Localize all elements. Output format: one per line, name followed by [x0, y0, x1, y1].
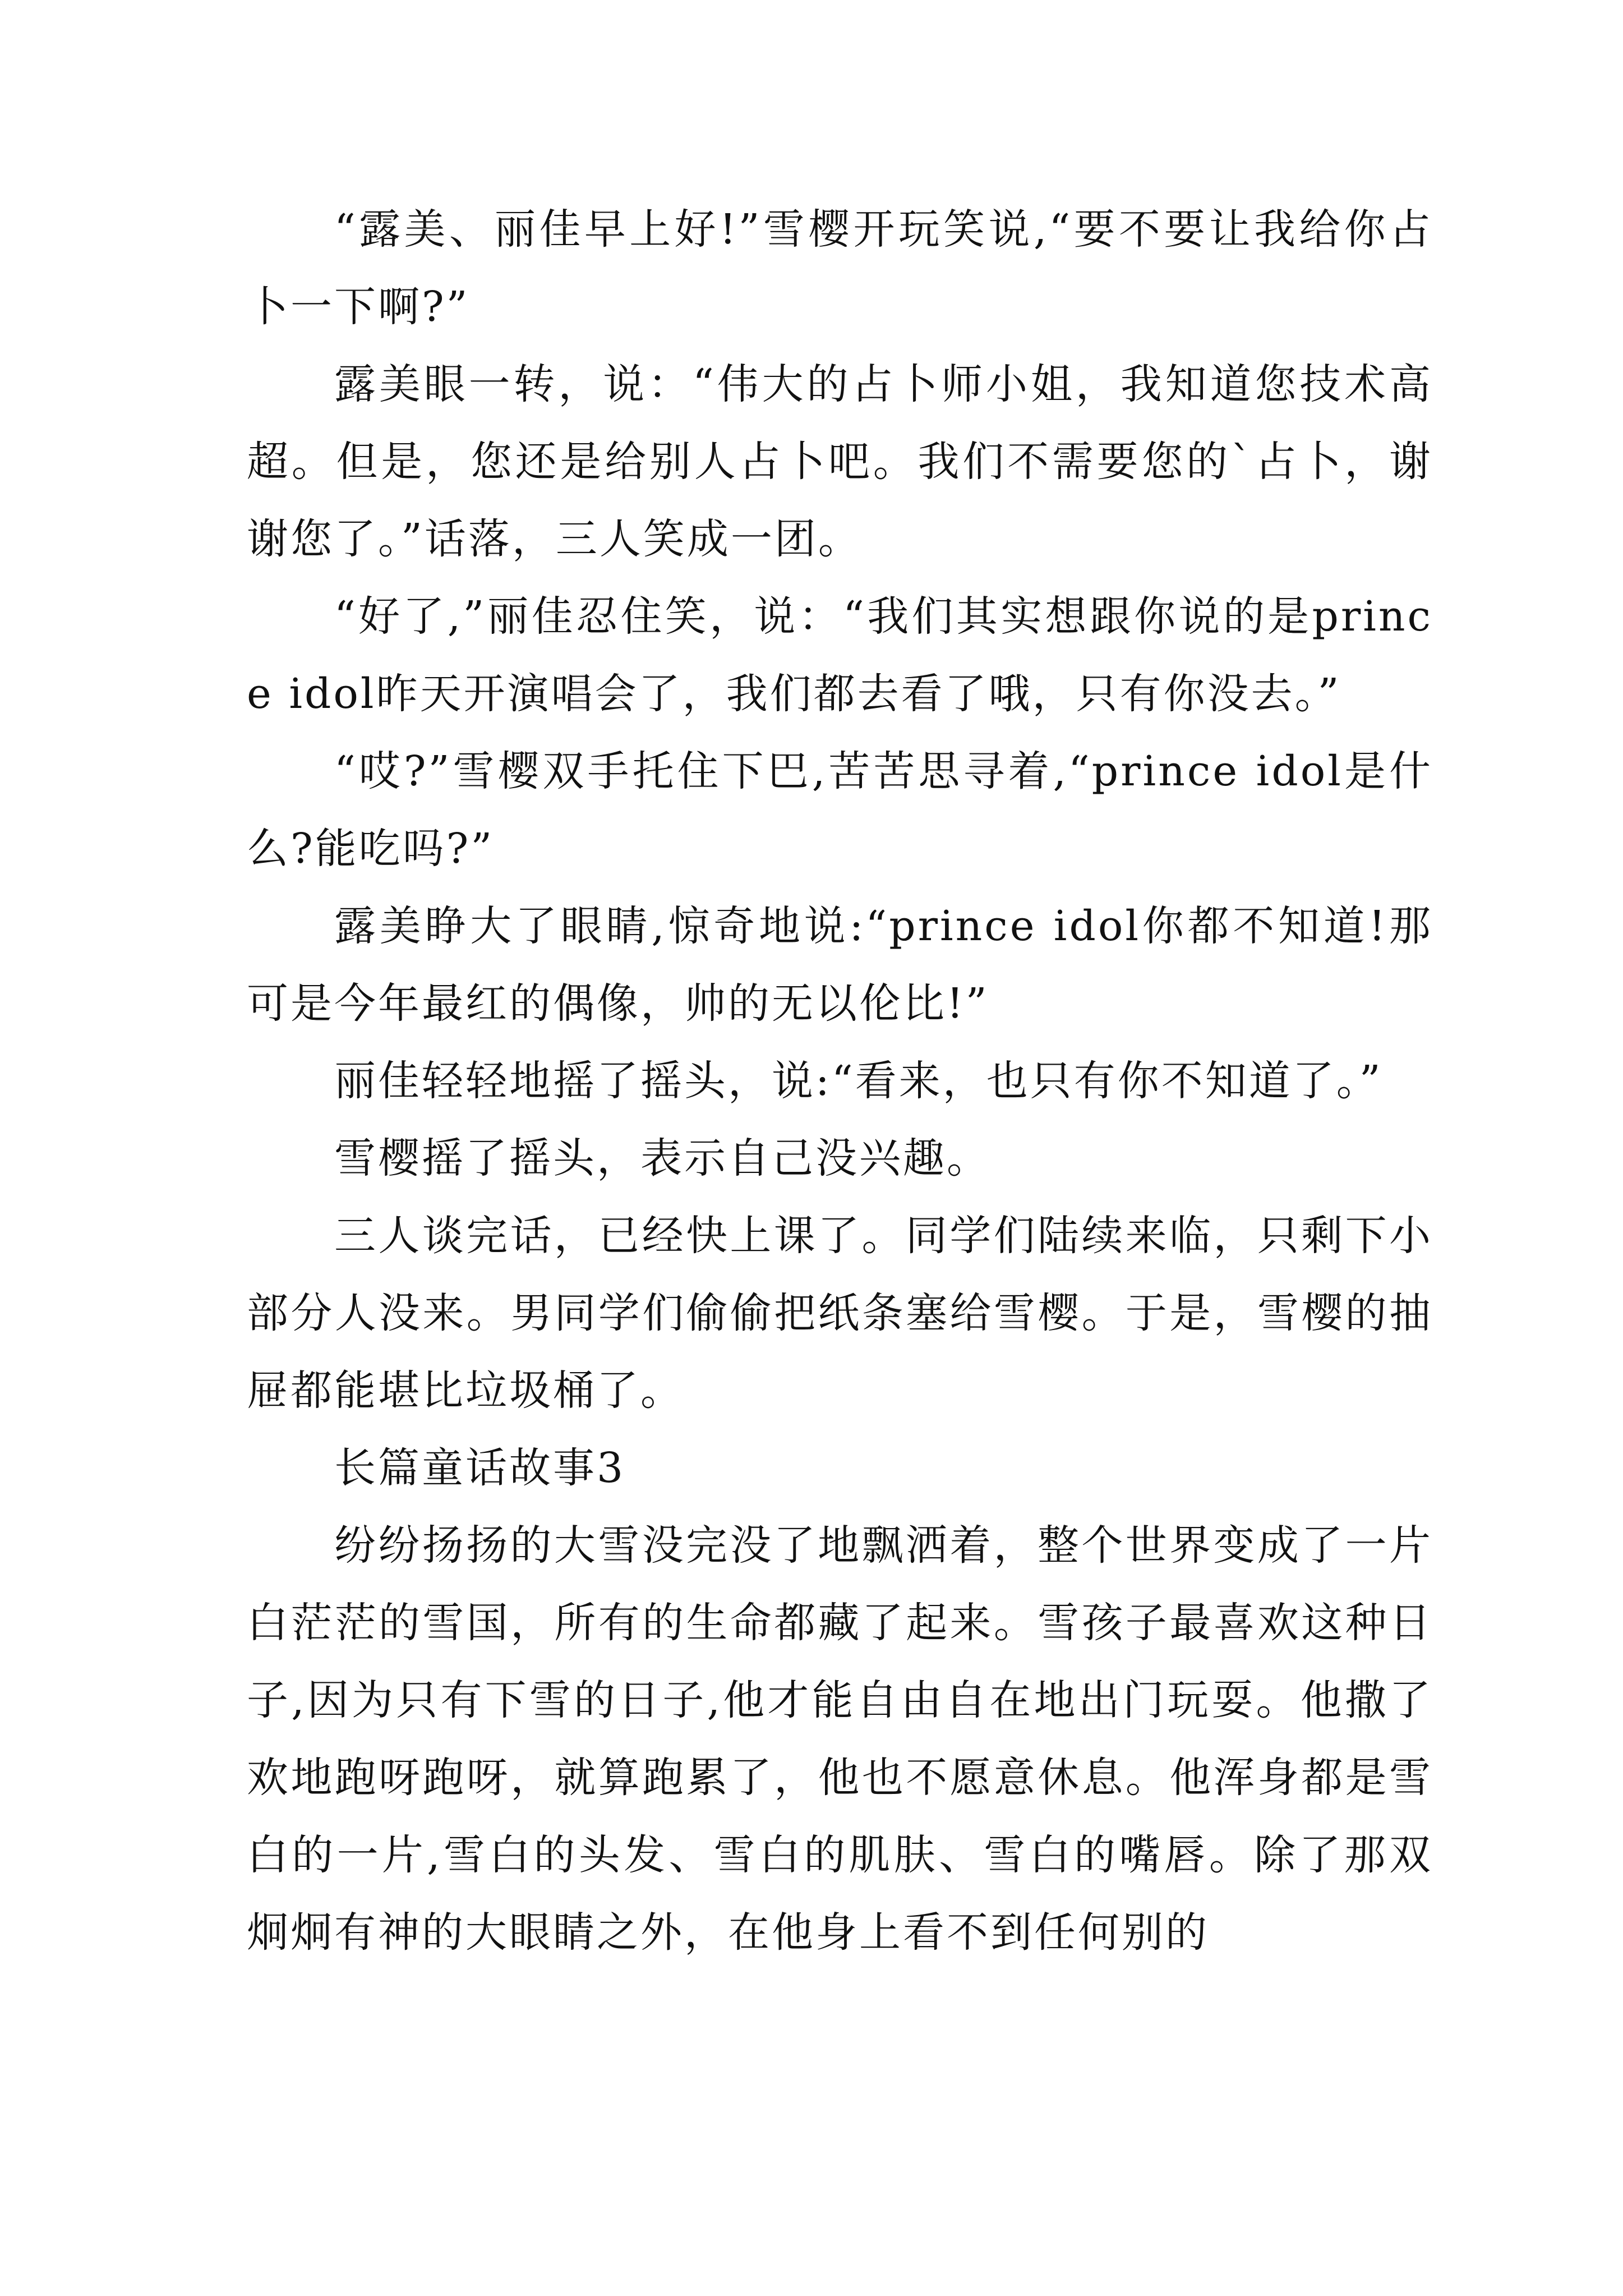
- paragraph: 纷纷扬扬的大雪没完没了地飘洒着，整个世界变成了一片白茫茫的雪国，所有的生命都藏了起来。雪孩子最喜欢这种日子,因为只有下雪的日子,他才能自由自在地出门玩耍。他撒了欢地跑呀跑呀，就算跑累了，他也不愿意休息。他浑身都是雪白的一片,雪白的头发、雪白的肌肤、雪白的嘴唇。除了那双炯炯有神的大眼睛之外，在他身上看不到任何别的: [247, 1521, 1433, 1957]
- body-text: [247, 191, 1433, 1971]
- paragraph: 雪樱摇了摇头，表示自己没兴趣。: [334, 1134, 990, 1182]
- paragraph: 露美睁大了眼睛,惊奇地说:“prince idol你都不知道!那可是今年最红的偶像，帅的无以伦比!”: [247, 902, 1433, 1028]
- paragraph: “露美、丽佳早上好!”雪樱开玩笑说,“要不要让我给你占卜一下啊?”: [247, 205, 1433, 331]
- section-heading: 长篇童话故事3: [334, 1444, 626, 1492]
- paragraph: 丽佳轻轻地摇了摇头，说:“看来，也只有你不知道了。”: [334, 1057, 1383, 1105]
- paragraph: 三人谈完话，已经快上课了。同学们陆续来临，只剩下小部分人没来。男同学们偷偷把纸条塞给雪樱。于是，雪樱的抽屉都能堪比垃圾桶了。: [247, 1212, 1433, 1415]
- paragraph: “哎?”雪樱双手托住下巴,苦苦思寻着,“prince idol是什么?能吃吗?”: [247, 747, 1433, 873]
- paragraph: 露美眼一转，说：“伟大的占卜师小姐，我知道您技术高超。但是，您还是给别人占卜吧。我们不需要您的`占卜，谢谢您了。”话落，三人笑成一团。: [247, 360, 1433, 563]
- paragraph: “好了,”丽佳忍住笑，说：“我们其实想跟你说的是prince idol昨天开演唱会了，我们都去看了哦，只有你没去。”: [247, 592, 1433, 718]
